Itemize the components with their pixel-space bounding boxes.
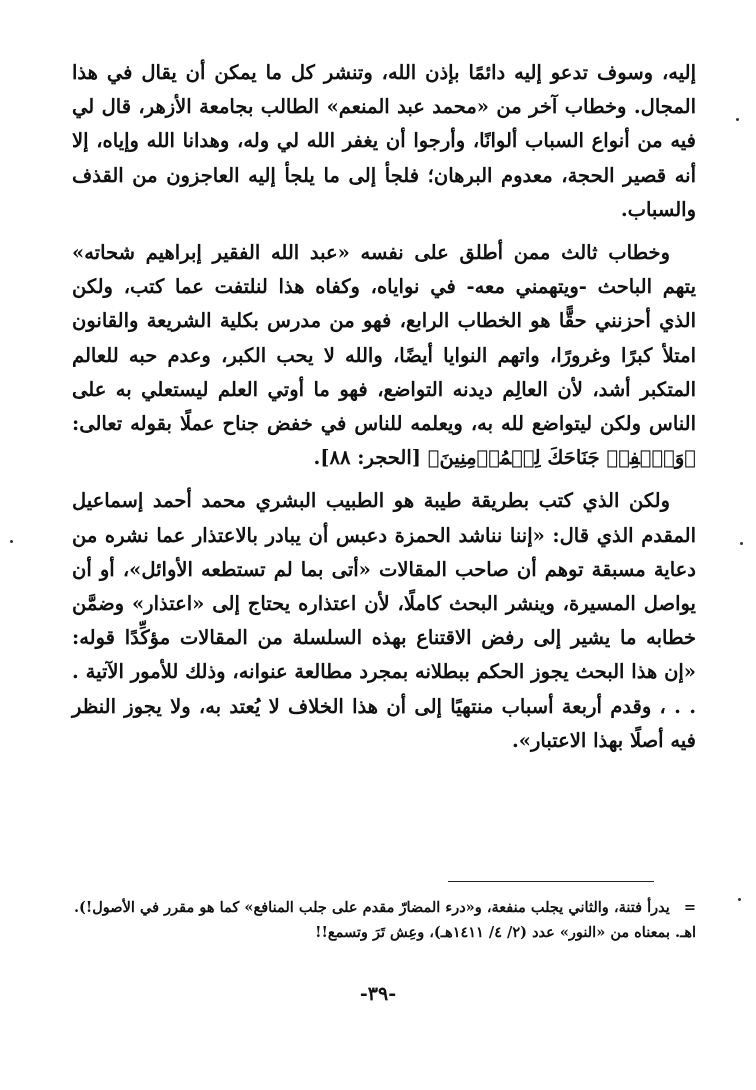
page-number: -٣٩- [359, 983, 397, 1005]
footnote-text: يدرأ فتنة، والثاني يجلب منفعة، و«درء المضارّ مقدم على جلب المنافع» كما هو مقرر في الأصول!). اهـ. بمعناه من «النور» عدد (٢/ ٤/ ١٤١١هـ)، وعِش تَرَ وتسمع!! [74, 899, 696, 941]
footnote-continuation-marker: = [683, 899, 696, 916]
footnote [74, 895, 696, 945]
paragraph-2 [72, 236, 696, 475]
verse-citation: [الحجر: ٨٨]. [313, 446, 421, 470]
main-text [72, 56, 696, 767]
paragraph-3: ولكن الذي كتب بطريقة طيبة هو الطبيب البشري محمد أحمد إسماعيل المقدم الذي قال: «إننا نناشد الحمزة دعبس أن يبادر بالاعتذار عما نشره من دعاية مسبقة توهم أن صاحب المقالات «أتى بما لم تستطعه الأوائل»، أو أن يواصل المسيرة، وينشر البحث كاملًا، لأن اعتذاره يحتاج إلى «اعتذار» وضمَّن خطابه ما يشير إلى رفض الاقتناع بهذه السلسلة من المقالات مؤكِّدًا قوله: «إن هذا البحث يجوز الحكم ببطلانه بمجرد مطالعة عنوانه، وذلك للأمور الآتية . . . ، وقدم أربعة أسباب منتهيًا إلى أن هذا الخلاف لا يُعتد به، ولا يجوز النظر فيه أصلًا بهذا الاعتبار». [72, 489, 696, 752]
margin-speck [740, 542, 743, 545]
footnote-separator [448, 881, 654, 882]
paragraph-1: إليه، وسوف تدعو إليه دائمًا بإذن الله، وتنشر كل ما يمكن أن يقال في هذا المجال. وخطاب آخر من «محمد عبد المنعم» الطالب بجامعة الأزهر، قال لي فيه من أنواع السباب ألوانًا، وأرجوا أن يغفر الله لي وله، وهدانا الله وإياه، إلا أنه قصير الحجة، معدوم البرهان؛ فلجأ إلى ما يلجأ إليه العاجزون من القذف والسباب. [72, 61, 696, 221]
quran-verse: ﴿وَٱخۡفِضۡ جَنَاحَكَ لِلۡمُؤۡمِنِينَ﴾ [427, 446, 696, 470]
margin-speck [738, 898, 741, 901]
margin-speck [10, 540, 13, 543]
paragraph-2-text: وخطاب ثالث ممن أطلق على نفسه «عبد الله الفقير إبراهيم شحاته» يتهم الباحث -ويتهمني معه- في نواياه، وكفاه هذا لنلتفت عما كتب، ولكن الذي أحزنني حقًّا هو الخطاب الرابع، فهو من مدرس بكلية الشريعة والقانون امتلأ كبرًا وغرورًا، واتهم النوايا أيضًا، والله لا يحب الكبر، وعدم حبه للعالم المتكبر أشد، لأن العالِم ديدنه التواضع، فهو ما أوتي العلم ليستعلي به على الناس ولكن ليتواضع لله به، ويعلمه للناس في خفض جناح عملًا بقوله تعالى: [72, 241, 696, 436]
margin-speck [736, 118, 739, 121]
